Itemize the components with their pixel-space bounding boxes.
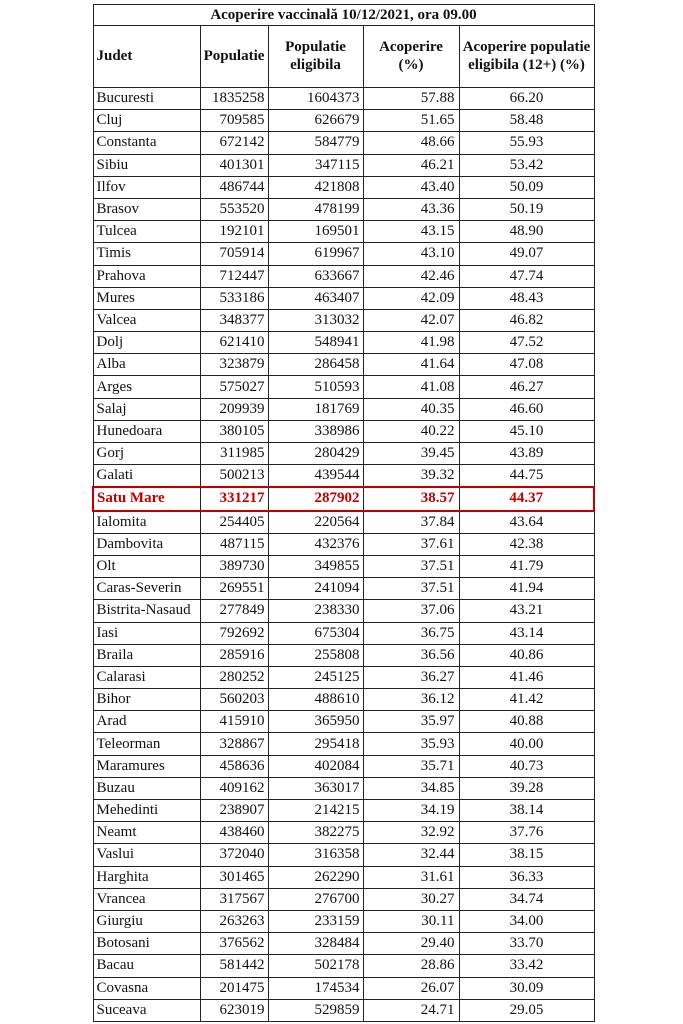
coverage-cell: 30.11: [363, 910, 459, 932]
eligible-population-cell: 255808: [268, 644, 363, 666]
county-name-cell: Galati: [93, 465, 200, 488]
county-name-cell: Alba: [93, 354, 200, 376]
population-cell: 269551: [200, 578, 268, 600]
coverage-cell: 36.27: [363, 666, 459, 688]
population-cell: 328867: [200, 733, 268, 755]
eligible-population-cell: 478199: [268, 198, 363, 220]
county-name-cell: Gorj: [93, 443, 200, 465]
table-row: [93, 622, 594, 644]
coverage-cell: 37.61: [363, 533, 459, 555]
eligible-population-cell: 365950: [268, 711, 363, 733]
county-name-cell: Tulcea: [93, 221, 200, 243]
population-cell: 553520: [200, 198, 268, 220]
coverage-cell: 41.08: [363, 376, 459, 398]
eligible-coverage-cell: 46.60: [459, 398, 594, 420]
eligible-population-cell: 439544: [268, 465, 363, 488]
coverage-cell: 42.07: [363, 309, 459, 331]
coverage-cell: 36.12: [363, 689, 459, 711]
eligible-coverage-cell: 46.27: [459, 376, 594, 398]
table-row: [93, 555, 594, 577]
county-name-cell: Satu Mare: [93, 487, 200, 510]
county-name-cell: Mures: [93, 287, 200, 309]
population-cell: 389730: [200, 555, 268, 577]
eligible-population-cell: 287902: [268, 487, 363, 510]
coverage-cell: 40.22: [363, 420, 459, 442]
table-row: [93, 398, 594, 420]
population-cell: 380105: [200, 420, 268, 442]
table-row: [93, 999, 594, 1021]
table-row: [93, 533, 594, 555]
eligible-population-cell: 313032: [268, 309, 363, 331]
eligible-coverage-cell: 53.42: [459, 154, 594, 176]
eligible-population-cell: 214215: [268, 800, 363, 822]
coverage-cell: 38.57: [363, 487, 459, 510]
eligible-coverage-cell: 48.90: [459, 221, 594, 243]
table-header-row: [93, 26, 594, 88]
eligible-coverage-cell: 47.52: [459, 332, 594, 354]
coverage-cell: 51.65: [363, 110, 459, 132]
eligible-coverage-cell: 41.94: [459, 578, 594, 600]
header-judet: Judet: [93, 26, 200, 88]
population-cell: 311985: [200, 443, 268, 465]
population-cell: 277849: [200, 600, 268, 622]
county-name-cell: Salaj: [93, 398, 200, 420]
county-name-cell: Bacau: [93, 955, 200, 977]
table-row: [93, 600, 594, 622]
population-cell: 623019: [200, 999, 268, 1021]
eligible-coverage-cell: 58.48: [459, 110, 594, 132]
eligible-population-cell: 402084: [268, 755, 363, 777]
table-title: Acoperire vaccinală 10/12/2021, ora 09.00: [93, 5, 594, 26]
eligible-population-cell: 633667: [268, 265, 363, 287]
coverage-cell: 57.88: [363, 88, 459, 110]
coverage-cell: 42.46: [363, 265, 459, 287]
table-row: [93, 666, 594, 688]
coverage-cell: 35.97: [363, 711, 459, 733]
table-row: [93, 265, 594, 287]
eligible-coverage-cell: 43.89: [459, 443, 594, 465]
coverage-cell: 41.64: [363, 354, 459, 376]
table-row: [93, 154, 594, 176]
population-cell: 792692: [200, 622, 268, 644]
county-name-cell: Buzau: [93, 777, 200, 799]
county-name-cell: Brasov: [93, 198, 200, 220]
population-cell: 560203: [200, 689, 268, 711]
population-cell: 372040: [200, 844, 268, 866]
coverage-cell: 46.21: [363, 154, 459, 176]
eligible-population-cell: 488610: [268, 689, 363, 711]
table-row: [93, 910, 594, 932]
eligible-coverage-cell: 29.05: [459, 999, 594, 1021]
population-cell: 331217: [200, 487, 268, 510]
county-name-cell: Suceava: [93, 999, 200, 1021]
eligible-coverage-cell: 37.76: [459, 822, 594, 844]
population-cell: 317567: [200, 888, 268, 910]
coverage-cell: 29.40: [363, 933, 459, 955]
county-name-cell: Harghita: [93, 866, 200, 888]
county-name-cell: Sibiu: [93, 154, 200, 176]
eligible-coverage-cell: 42.38: [459, 533, 594, 555]
county-name-cell: Caras-Severin: [93, 578, 200, 600]
county-name-cell: Ialomita: [93, 511, 200, 534]
population-cell: 621410: [200, 332, 268, 354]
county-name-cell: Bucuresti: [93, 88, 200, 110]
table-row: [93, 733, 594, 755]
table-row: [93, 822, 594, 844]
coverage-cell: 37.51: [363, 555, 459, 577]
eligible-population-cell: 181769: [268, 398, 363, 420]
eligible-coverage-cell: 33.70: [459, 933, 594, 955]
table-row: [93, 511, 594, 534]
eligible-coverage-cell: 48.43: [459, 287, 594, 309]
coverage-cell: 39.45: [363, 443, 459, 465]
coverage-cell: 30.27: [363, 888, 459, 910]
table-row: [93, 309, 594, 331]
eligible-population-cell: 338986: [268, 420, 363, 442]
coverage-cell: 41.98: [363, 332, 459, 354]
eligible-coverage-cell: 38.14: [459, 800, 594, 822]
county-name-cell: Olt: [93, 555, 200, 577]
eligible-population-cell: 220564: [268, 511, 363, 534]
coverage-cell: 35.71: [363, 755, 459, 777]
eligible-coverage-cell: 40.86: [459, 644, 594, 666]
table-row: [93, 689, 594, 711]
population-cell: 401301: [200, 154, 268, 176]
table-row: [93, 110, 594, 132]
eligible-coverage-cell: 33.42: [459, 955, 594, 977]
eligible-population-cell: 286458: [268, 354, 363, 376]
eligible-coverage-cell: 34.00: [459, 910, 594, 932]
population-cell: 348377: [200, 309, 268, 331]
population-cell: 672142: [200, 132, 268, 154]
eligible-population-cell: 463407: [268, 287, 363, 309]
table-row: [93, 866, 594, 888]
table-row: [93, 443, 594, 465]
population-cell: 438460: [200, 822, 268, 844]
eligible-population-cell: 245125: [268, 666, 363, 688]
table-row: [93, 578, 594, 600]
table-row: [93, 221, 594, 243]
population-cell: 301465: [200, 866, 268, 888]
table-row: [93, 287, 594, 309]
county-name-cell: Bistrita-Nasaud: [93, 600, 200, 622]
eligible-population-cell: 382275: [268, 822, 363, 844]
table-row: [93, 755, 594, 777]
county-name-cell: Bihor: [93, 689, 200, 711]
population-cell: 280252: [200, 666, 268, 688]
eligible-coverage-cell: 50.09: [459, 176, 594, 198]
eligible-population-cell: 363017: [268, 777, 363, 799]
coverage-cell: 48.66: [363, 132, 459, 154]
population-cell: 487115: [200, 533, 268, 555]
coverage-cell: 32.44: [363, 844, 459, 866]
population-cell: 1835258: [200, 88, 268, 110]
county-name-cell: Calarasi: [93, 666, 200, 688]
eligible-population-cell: 174534: [268, 977, 363, 999]
population-cell: 285916: [200, 644, 268, 666]
population-cell: 709585: [200, 110, 268, 132]
header-populatie-eligibila: Populatie eligibila: [268, 26, 363, 88]
header-acoperire: Acoperire (%): [363, 26, 459, 88]
county-name-cell: Arges: [93, 376, 200, 398]
population-cell: 581442: [200, 955, 268, 977]
eligible-population-cell: 584779: [268, 132, 363, 154]
table-row: [93, 711, 594, 733]
table-row: [93, 933, 594, 955]
population-cell: 533186: [200, 287, 268, 309]
eligible-coverage-cell: 49.07: [459, 243, 594, 265]
coverage-cell: 28.86: [363, 955, 459, 977]
eligible-coverage-cell: 34.74: [459, 888, 594, 910]
coverage-cell: 37.51: [363, 578, 459, 600]
eligible-population-cell: 262290: [268, 866, 363, 888]
county-name-cell: Hunedoara: [93, 420, 200, 442]
table-row: [93, 888, 594, 910]
county-name-cell: Maramures: [93, 755, 200, 777]
eligible-coverage-cell: 46.82: [459, 309, 594, 331]
county-name-cell: Braila: [93, 644, 200, 666]
eligible-coverage-cell: 40.88: [459, 711, 594, 733]
eligible-coverage-cell: 40.73: [459, 755, 594, 777]
county-name-cell: Cluj: [93, 110, 200, 132]
coverage-cell: 43.36: [363, 198, 459, 220]
population-cell: 209939: [200, 398, 268, 420]
table-row: [93, 487, 594, 510]
eligible-population-cell: 548941: [268, 332, 363, 354]
eligible-population-cell: 675304: [268, 622, 363, 644]
table-row: [93, 844, 594, 866]
county-name-cell: Giurgiu: [93, 910, 200, 932]
eligible-population-cell: 316358: [268, 844, 363, 866]
county-name-cell: Mehedinti: [93, 800, 200, 822]
eligible-coverage-cell: 41.42: [459, 689, 594, 711]
county-name-cell: Teleorman: [93, 733, 200, 755]
table-row: [93, 243, 594, 265]
eligible-population-cell: 280429: [268, 443, 363, 465]
coverage-cell: 43.10: [363, 243, 459, 265]
table-row: [93, 800, 594, 822]
population-cell: 323879: [200, 354, 268, 376]
table-title-row: [93, 5, 594, 26]
eligible-population-cell: 347115: [268, 154, 363, 176]
eligible-population-cell: 619967: [268, 243, 363, 265]
eligible-coverage-cell: 43.21: [459, 600, 594, 622]
coverage-cell: 24.71: [363, 999, 459, 1021]
population-cell: 238907: [200, 800, 268, 822]
eligible-coverage-cell: 44.37: [459, 487, 594, 510]
eligible-population-cell: 238330: [268, 600, 363, 622]
population-cell: 575027: [200, 376, 268, 398]
eligible-coverage-cell: 40.00: [459, 733, 594, 755]
coverage-cell: 31.61: [363, 866, 459, 888]
county-name-cell: Timis: [93, 243, 200, 265]
eligible-coverage-cell: 45.10: [459, 420, 594, 442]
eligible-population-cell: 349855: [268, 555, 363, 577]
table-row: [93, 88, 594, 110]
table-body: [93, 88, 594, 1022]
county-name-cell: Botosani: [93, 933, 200, 955]
coverage-cell: 42.09: [363, 287, 459, 309]
header-populatie: Populatie: [200, 26, 268, 88]
table-row: [93, 376, 594, 398]
coverage-cell: 34.85: [363, 777, 459, 799]
county-name-cell: Dambovita: [93, 533, 200, 555]
eligible-population-cell: 432376: [268, 533, 363, 555]
table-row: [93, 332, 594, 354]
eligible-population-cell: 328484: [268, 933, 363, 955]
eligible-coverage-cell: 66.20: [459, 88, 594, 110]
eligible-coverage-cell: 47.74: [459, 265, 594, 287]
eligible-coverage-cell: 47.08: [459, 354, 594, 376]
table-row: [93, 354, 594, 376]
vaccination-coverage-table: [92, 4, 595, 1022]
eligible-coverage-cell: 30.09: [459, 977, 594, 999]
population-cell: 201475: [200, 977, 268, 999]
coverage-cell: 39.32: [363, 465, 459, 488]
table-row: [93, 977, 594, 999]
county-name-cell: Dolj: [93, 332, 200, 354]
coverage-cell: 43.15: [363, 221, 459, 243]
coverage-cell: 34.19: [363, 800, 459, 822]
eligible-coverage-cell: 43.64: [459, 511, 594, 534]
population-cell: 254405: [200, 511, 268, 534]
county-name-cell: Vrancea: [93, 888, 200, 910]
county-name-cell: Covasna: [93, 977, 200, 999]
eligible-population-cell: 295418: [268, 733, 363, 755]
eligible-population-cell: 510593: [268, 376, 363, 398]
population-cell: 409162: [200, 777, 268, 799]
population-cell: 415910: [200, 711, 268, 733]
coverage-cell: 36.75: [363, 622, 459, 644]
table-row: [93, 198, 594, 220]
county-name-cell: Arad: [93, 711, 200, 733]
coverage-cell: 26.07: [363, 977, 459, 999]
population-cell: 458636: [200, 755, 268, 777]
coverage-cell: 35.93: [363, 733, 459, 755]
table-row: [93, 132, 594, 154]
eligible-population-cell: 169501: [268, 221, 363, 243]
eligible-population-cell: 421808: [268, 176, 363, 198]
county-name-cell: Vaslui: [93, 844, 200, 866]
county-name-cell: Ilfov: [93, 176, 200, 198]
table-row: [93, 777, 594, 799]
eligible-coverage-cell: 41.46: [459, 666, 594, 688]
header-acoperire-eligibila: Acoperire populatie eligibila (12+) (%): [459, 26, 594, 88]
population-cell: 712447: [200, 265, 268, 287]
population-cell: 705914: [200, 243, 268, 265]
population-cell: 192101: [200, 221, 268, 243]
county-name-cell: Valcea: [93, 309, 200, 331]
population-cell: 486744: [200, 176, 268, 198]
county-name-cell: Neamt: [93, 822, 200, 844]
county-name-cell: Iasi: [93, 622, 200, 644]
eligible-coverage-cell: 50.19: [459, 198, 594, 220]
coverage-cell: 37.84: [363, 511, 459, 534]
eligible-population-cell: 502178: [268, 955, 363, 977]
eligible-coverage-cell: 55.93: [459, 132, 594, 154]
county-name-cell: Prahova: [93, 265, 200, 287]
county-name-cell: Constanta: [93, 132, 200, 154]
coverage-cell: 36.56: [363, 644, 459, 666]
eligible-coverage-cell: 44.75: [459, 465, 594, 488]
eligible-population-cell: 1604373: [268, 88, 363, 110]
coverage-cell: 40.35: [363, 398, 459, 420]
population-cell: 500213: [200, 465, 268, 488]
eligible-coverage-cell: 38.15: [459, 844, 594, 866]
eligible-coverage-cell: 39.28: [459, 777, 594, 799]
coverage-cell: 37.06: [363, 600, 459, 622]
eligible-population-cell: 276700: [268, 888, 363, 910]
coverage-cell: 32.92: [363, 822, 459, 844]
table-row: [93, 644, 594, 666]
table-row: [93, 465, 594, 488]
eligible-population-cell: 241094: [268, 578, 363, 600]
coverage-cell: 43.40: [363, 176, 459, 198]
table-row: [93, 176, 594, 198]
eligible-coverage-cell: 36.33: [459, 866, 594, 888]
eligible-population-cell: 233159: [268, 910, 363, 932]
population-cell: 263263: [200, 910, 268, 932]
population-cell: 376562: [200, 933, 268, 955]
eligible-coverage-cell: 41.79: [459, 555, 594, 577]
eligible-population-cell: 529859: [268, 999, 363, 1021]
eligible-coverage-cell: 43.14: [459, 622, 594, 644]
table-row: [93, 420, 594, 442]
table-row: [93, 955, 594, 977]
eligible-population-cell: 626679: [268, 110, 363, 132]
